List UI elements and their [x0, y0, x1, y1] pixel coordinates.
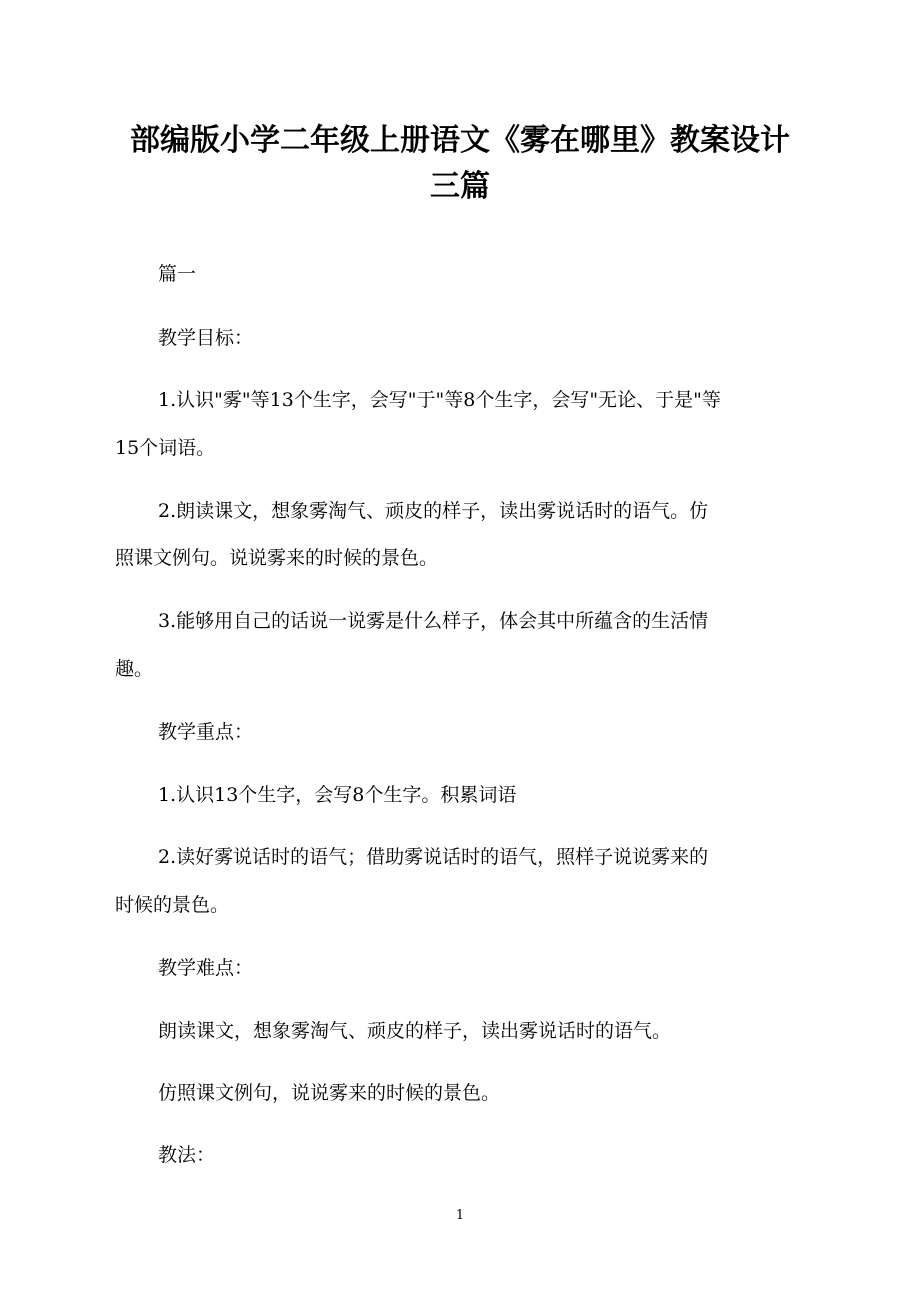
- key-points-heading: 教学重点：: [158, 721, 254, 743]
- key-point-2-line-2: 时候的景色。: [115, 894, 230, 916]
- goal-3-line-1: 3.能够用自己的话说一说雾是什么样子，体会其中所蕴含的生活情: [158, 610, 709, 632]
- goal-2-line-2: 照课文例句。说说雾来的时候的景色。: [115, 547, 439, 569]
- key-point-1: 1.认识13个生字，会写8个生字。积累词语: [158, 784, 517, 806]
- teaching-method-heading: 教法：: [158, 1144, 216, 1166]
- document-title-line-1: 部编版小学二年级上册语文《雾在哪里》教案设计: [130, 123, 790, 158]
- difficulty-1: 朗读课文，想象雾淘气、顽皮的样子，读出雾说话时的语气。: [158, 1020, 672, 1042]
- goal-1-line-1: 1.认识"雾"等13个生字，会写"于"等8个生字，会写"无论、于是"等: [158, 389, 721, 411]
- teaching-goals-heading: 教学目标：: [158, 327, 254, 349]
- goal-1-line-2: 15个词语。: [115, 437, 216, 459]
- difficulty-2: 仿照课文例句，说说雾来的时候的景色。: [158, 1082, 501, 1104]
- document-title-line-2: 三篇: [430, 169, 490, 204]
- difficulties-heading: 教学难点：: [158, 957, 254, 979]
- page-number: 1: [455, 1208, 465, 1223]
- key-point-2-line-1: 2.读好雾说话时的语气；借助雾说话时的语气，照样子说说雾来的: [158, 846, 709, 868]
- goal-2-line-1: 2.朗读课文，想象雾淘气、顽皮的样子，读出雾说话时的语气。仿: [158, 500, 709, 522]
- goal-3-line-2: 趣。: [115, 658, 154, 680]
- section-heading: 篇一: [158, 263, 197, 285]
